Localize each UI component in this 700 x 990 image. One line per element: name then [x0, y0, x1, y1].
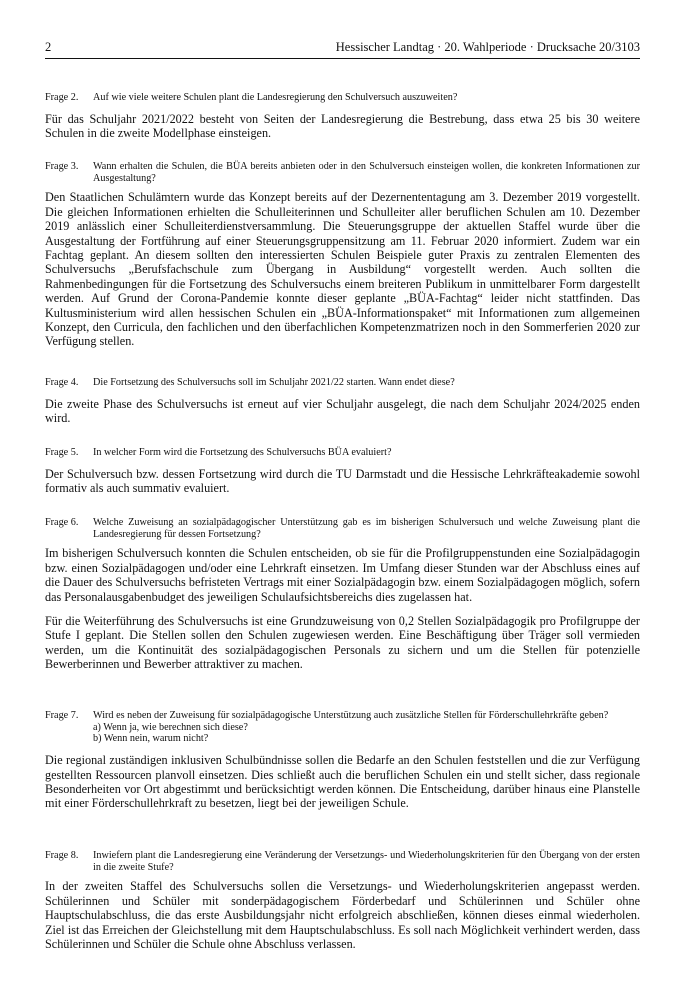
question-text: Die Fortsetzung des Schulversuchs soll im Schuljahr 2021/22 starten. Wann endet diese?: [93, 377, 455, 388]
answer-paragraph: Den Staatlichen Schulämtern wurde das Konzept bereits auf der Dezernententagung am 3. Dezember 2019 vorgestellt. Die gleichen Informationen erhielten die Schulleiterinnen und Schulleiter aller beruflichen Schulen am 10. Dezember 2019 anlässlich einer Schulleiterdienstversammlung. Die Steuerungsgruppe der aktuellen Staffel wurde über die Ausgestaltung der Fortführung auf einer Steuerungsgruppensitzung am 11. Februar 2020 informiert. Zudem war ein Fachtag geplant. An diesem sollten den interessierten Schulen Beispiele guter Praxis zu zentralen Elementen des Schulversuchs „Berufsfachschule zum Übergang in Ausbildung“ vorgestellt werden. Auch sollten die Rahmenbedingungen für die Fortsetzung des Schulversuchs einem breiteren Publikum in unmittelbarer Form dargestellt werden. Auf Grund der Corona-Pandemie konnte dieser geplante „BÜA-Fachtag“ leider nicht stattfinden. Das Kultusministerium wird allen hessischen Schulen ein „BÜA-Informationspaket“ mit Informationen zum allgemeinen Konzept, den Curricula, den fachlichen und den überfachlichen Kompetenzmatrizen noch in den Sommerferien 2020 zur Verfügung stellen.: [45, 190, 640, 349]
question-text: Auf wie viele weitere Schulen plant die Landesregierung den Schulversuch auszuweiten?: [93, 92, 458, 103]
question-text-main: Wird es neben der Zuweisung für sozialpädagogische Unterstützung auch zusätzliche Stellen für Förderschullehrkräfte geben?: [93, 710, 609, 721]
answer-paragraph: Die regional zuständigen inklusiven Schulbündnisse sollen die Bedarfe an den Schulen feststellen und die zur Verfügung gestellten Ressourcen planvoll einsetzen. Dies schließt auch die beruflichen Schulen ein und stellt sicher, dass regionale Besonderheiten vor Ort abgestimmt und berücksichtigt werden können. Die Entscheidung, darüber hinaus eine Planstelle mit einer Förderschullehrkraft zu besetzen, liegt bei der jeweiligen Schule.: [45, 753, 640, 811]
answer-paragraph: Die zweite Phase des Schulversuchs ist erneut auf vier Schuljahr ausgelegt, die nach dem Schuljahr 2024/2025 enden wird.: [45, 396, 640, 426]
answer-paragraph: Im bisherigen Schulversuch konnten die Schulen entscheiden, ob sie für die Profilgruppenstunden eine Sozialpädagogin bzw. einen Sozialpädagogen und/oder eine Lehrkraft einsetzen. Im Umfang dieser Stunden war der Abschluss eines auf die Dauer des Schulversuchs befristeten Vertrags mit einer Sozialpädagogin bzw. einem Sozialpädagogen möglich, sofern das Personalausgabenbudget des jeweiligen Schulaufsichtsbereichs dies zugelassen hat.: [45, 546, 640, 604]
publication-info: Hessischer Landtag · 20. Wahlperiode · Drucksache 20/3103: [335, 40, 640, 54]
answer-paragraph: Für die Weiterführung des Schulversuchs ist eine Grundzuweisung von 0,2 Stellen Sozialpädagogik pro Profilgruppe der Stufe I geplant. Die Stellen sollen den Schulen zugewiesen werden. Eine Beschäftigung über Träger soll vermieden werden, um die Kontinuität des sozialpädagogischen Personals zu sichern und um die Stellen für potenzielle Bewerberinnen und Bewerber attraktiver zu machen.: [45, 614, 640, 672]
question-block-4: [45, 377, 640, 426]
question-text: [93, 710, 640, 745]
question-number: Frage 2.: [45, 92, 79, 103]
document-page: [45, 40, 640, 59]
question-number: Frage 8.: [45, 850, 79, 861]
question-number: Frage 3.: [45, 161, 79, 172]
question-text: Welche Zuweisung an sozialpädagogischer Unterstützung gab es im bisherigen Schulversuch und welche Zuweisung plant die Landesregierung für dessen Fortsetzung?: [93, 517, 640, 540]
question-number: Frage 4.: [45, 377, 79, 388]
question-block-2: [45, 92, 640, 141]
question-block-6: [45, 517, 640, 672]
question-number: Frage 5.: [45, 447, 79, 458]
question-subitem-a: a) Wenn ja, wie berechnen sich diese?: [93, 721, 248, 733]
question-block-8: [45, 850, 640, 951]
question-number: Frage 6.: [45, 517, 79, 528]
question-text: Inwiefern plant die Landesregierung eine Veränderung der Versetzungs- und Wiederholungskriterien für den Übergang von der ersten in die zweite Stufe?: [93, 850, 640, 873]
question-block-5: [45, 447, 640, 496]
question-text: In welcher Form wird die Fortsetzung des Schulversuchs BÜA evaluiert?: [93, 447, 392, 458]
question: [45, 447, 640, 459]
page-number: 2: [45, 40, 52, 54]
question: [45, 377, 640, 389]
page-header: [45, 40, 640, 59]
question-number: Frage 7.: [45, 710, 79, 721]
question: [45, 710, 640, 745]
question-block-7: [45, 710, 640, 811]
answer-paragraph: Für das Schuljahr 2021/2022 besteht von Seiten der Landesregierung die Bestrebung, dass etwa 25 bis 30 weitere Schulen in die zweite Modellphase einsteigen.: [45, 111, 640, 141]
question-subitem-b: b) Wenn nein, warum nicht?: [93, 733, 209, 745]
question: [45, 850, 640, 873]
answer-paragraph: Der Schulversuch bzw. dessen Fortsetzung wird durch die TU Darmstadt und die Hessische Lehrkräfteakademie sowohl formativ als auch summativ evaluiert.: [45, 466, 640, 496]
question-block-3: [45, 161, 640, 349]
answer-paragraph: In der zweiten Staffel des Schulversuchs sollen die Versetzungs- und Wiederholungskriterien angepasst werden. Schülerinnen und Schüler mit sonderpädagogischem Förderbedarf und Schülerinnen und Schüler ohne Hauptschulabschluss, die das erste Ausbildungsjahr nicht erfolgreich abschließen, können dieses einmal wiederholen. Ziel ist das Erreichen der Gleichstellung mit dem Hauptschulabschluss. Es soll nach Möglichkeit verhindert werden, dass Schülerinnen und Schüler die Schule ohne Abschluss verlassen.: [45, 879, 640, 951]
question-text: Wann erhalten die Schulen, die BÜA bereits anbieten oder in den Schulversuch einsteigen wollen, die konkreten Informationen zur Ausgestaltung?: [93, 161, 640, 184]
question: [45, 517, 640, 540]
question: [45, 92, 640, 104]
question: [45, 161, 640, 184]
